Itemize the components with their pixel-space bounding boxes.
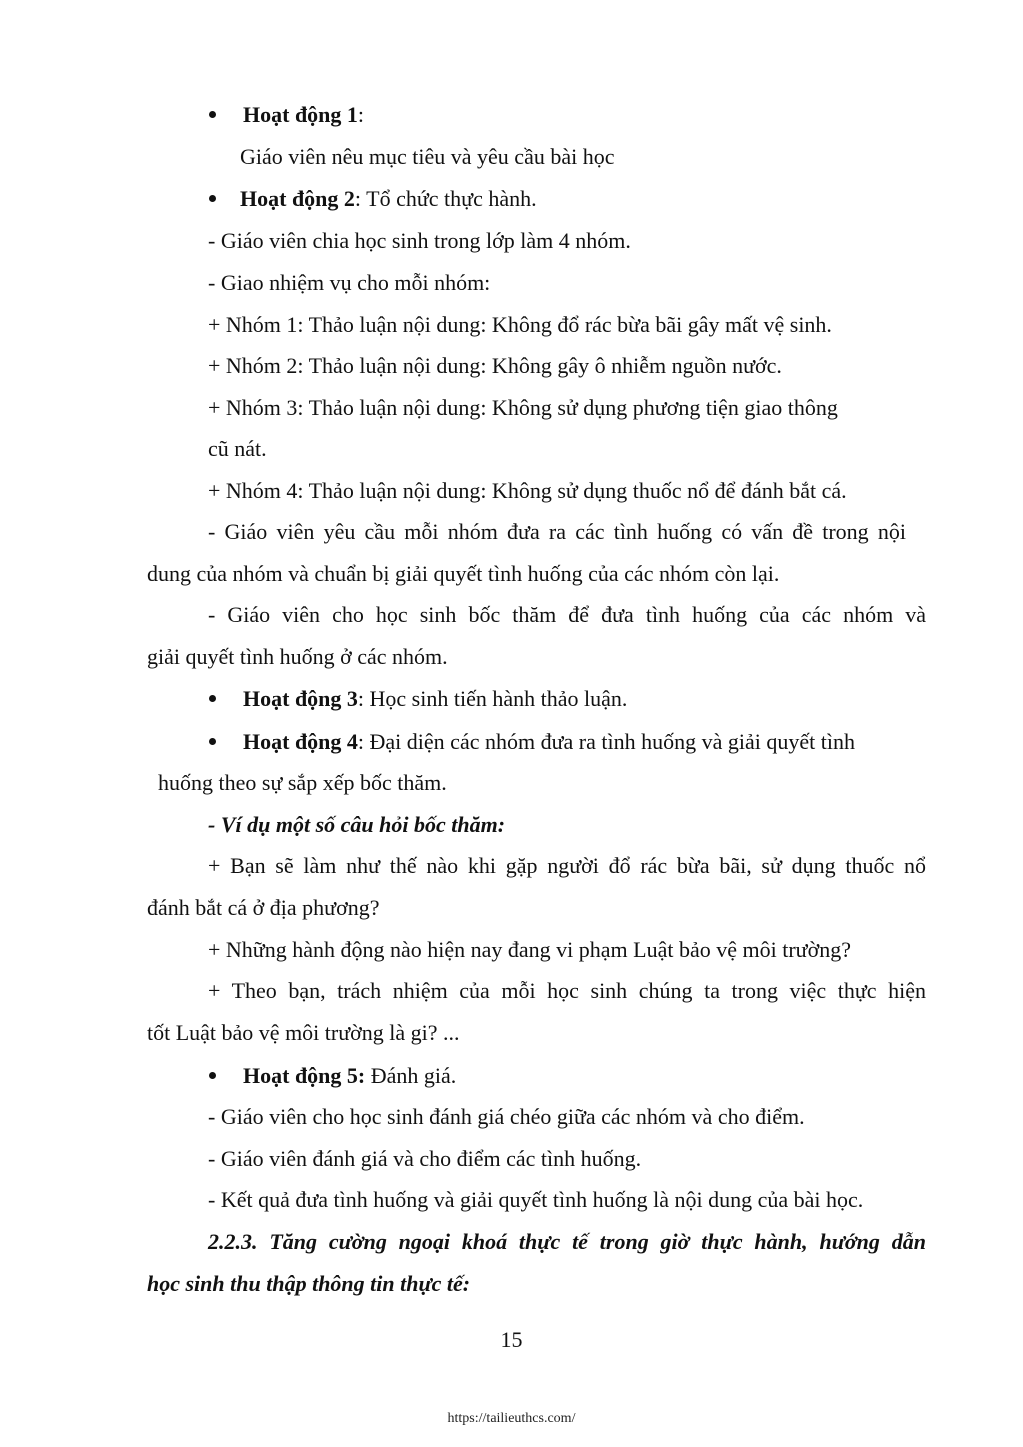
text-line: dung của nhóm và chuẩn bị giải quyết tình huống của các nhóm còn lại. <box>147 561 780 586</box>
activity-5-rest: Đánh giá. <box>365 1063 457 1088</box>
activity-1-heading <box>243 101 364 129</box>
text-line: + Nhóm 2: Thảo luận nội dung: Không gây ô nhiễm nguồn nước. <box>208 353 782 378</box>
bullet-icon <box>209 1072 216 1079</box>
activity-4-heading <box>243 728 855 756</box>
activity-1-description: Giáo viên nêu mục tiêu và yêu cầu bài học <box>240 144 615 169</box>
activity-5-title: Hoạt động 5: <box>243 1063 366 1088</box>
text-line: + Nhóm 3: Thảo luận nội dung: Không sử dụng phương tiện giao thông <box>208 395 838 420</box>
text-line: - Giáo viên cho học sinh đánh giá chéo giữa các nhóm và cho điểm. <box>208 1104 805 1129</box>
question-line: tốt Luật bảo vệ môi trường là gi? ... <box>147 1020 460 1045</box>
text-line: cũ nát. <box>208 436 267 461</box>
activity-2-rest: : Tổ chức thực hành. <box>354 186 537 211</box>
example-heading: - Ví dụ một số câu hỏi bốc thăm: <box>208 812 506 837</box>
activity-2-title: Hoạt động 2 <box>240 186 355 211</box>
activity-3-rest: : Học sinh tiến hành thảo luận. <box>357 686 628 711</box>
section-heading: 2.2.3. Tăng cường ngoại khoá thực tế trong giờ thực hành, hướng dẫn <box>208 1229 926 1254</box>
section-heading-continuation: học sinh thu thập thông tin thực tế: <box>147 1271 471 1296</box>
activity-3-heading <box>243 685 627 713</box>
activity-4-title: Hoạt động 4 <box>243 729 358 754</box>
question-line: + Những hành động nào hiện nay đang vi phạm Luật bảo vệ môi trường? <box>208 937 851 962</box>
activity-5-heading <box>243 1062 456 1090</box>
page-number: 15 <box>500 1327 523 1352</box>
activity-2-heading <box>240 185 537 213</box>
text-line: - Kết quả đưa tình huống và giải quyết tình huống là nội dung của bài học. <box>208 1187 864 1212</box>
footer-url[interactable]: https://tailieuthcs.com/ <box>447 1411 576 1426</box>
text-line: - Giáo viên cho học sinh bốc thăm để đưa tình huống của các nhóm và <box>208 602 926 627</box>
question-line: đánh bắt cá ở địa phương? <box>147 895 380 920</box>
bullet-icon <box>209 195 216 202</box>
bullet-icon <box>209 111 216 118</box>
bullet-icon <box>209 695 216 702</box>
activity-4-rest: : Đại diện các nhóm đưa ra tình huống và giải quyết tình <box>357 729 855 754</box>
question-line: + Theo bạn, trách nhiệm của mỗi học sinh chúng ta trong việc thực hiện <box>208 978 926 1003</box>
activity-3-title: Hoạt động 3 <box>243 686 358 711</box>
bullet-icon <box>209 738 216 745</box>
text-line: - Giáo viên đánh giá và cho điểm các tình huống. <box>208 1146 642 1171</box>
text-line: - Giáo viên yêu cầu mỗi nhóm đưa ra các tình huống có vấn đề trong nội <box>208 519 906 544</box>
activity-1-title: Hoạt động 1 <box>243 102 358 127</box>
question-line: + Bạn sẽ làm như thế nào khi gặp người đổ rác bừa bãi, sử dụng thuốc nổ <box>208 853 926 878</box>
activity-4-continuation: huống theo sự sắp xếp bốc thăm. <box>158 770 447 795</box>
activity-1-rest: : <box>357 102 365 127</box>
text-line: + Nhóm 1: Thảo luận nội dung: Không đổ rác bừa bãi gây mất vệ sinh. <box>208 312 832 337</box>
text-line: + Nhóm 4: Thảo luận nội dung: Không sử dụng thuốc nổ để đánh bắt cá. <box>208 478 847 503</box>
text-line: - Giao nhiệm vụ cho mỗi nhóm: <box>208 270 491 295</box>
text-line: - Giáo viên chia học sinh trong lớp làm 4 nhóm. <box>208 228 631 253</box>
text-line: giải quyết tình huống ở các nhóm. <box>147 644 448 669</box>
